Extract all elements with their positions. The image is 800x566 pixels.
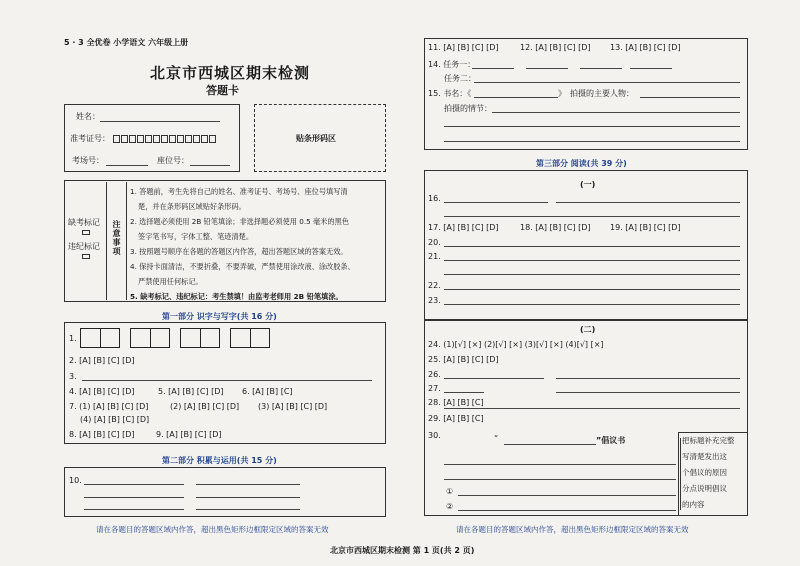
part3-section1-box <box>424 170 748 320</box>
q1-char-box[interactable] <box>180 328 220 348</box>
q16-line[interactable] <box>444 216 740 217</box>
q24-options[interactable]: 24. (1)[√] [×] (2)[√] [×] (3)[√] [×] (4)[√] [×] <box>428 340 604 349</box>
q8-options[interactable]: 8. [A] [B] [C] [D] <box>69 430 135 439</box>
q10-line[interactable] <box>196 509 300 510</box>
name-label: 姓名： <box>76 112 100 121</box>
absent-mark-label: 缺考标记 <box>68 218 100 227</box>
q14-task2-label: 任务二： <box>444 74 476 83</box>
q27-line[interactable] <box>444 392 484 393</box>
q2-options[interactable]: 2. [A] [B] [C] [D] <box>69 356 135 365</box>
q16-label: 16. <box>428 194 441 203</box>
q10-line[interactable] <box>84 484 184 485</box>
notes-heading: 注意事项 <box>112 220 121 256</box>
part2-title: 第二部分 积累与运用(共 15 分) <box>162 456 277 465</box>
q30-point1-marker: ① <box>446 487 454 496</box>
q5-options[interactable]: 5. [A] [B] [C] [D] <box>158 387 224 396</box>
q18-options[interactable]: 18. [A] [B] [C] [D] <box>520 223 591 232</box>
q14-task1-label: 14. 任务一： <box>428 60 476 69</box>
q15-book-line[interactable] <box>474 97 558 98</box>
q30-line[interactable] <box>458 495 676 496</box>
q30-hint: 把标题补充完整 写清楚发出这 个倡议的原因 分点说明倡议 的内容 <box>682 436 735 509</box>
q26-line[interactable] <box>556 378 740 379</box>
room-field[interactable] <box>106 165 148 166</box>
q23-label: 23. <box>428 296 441 305</box>
q1-char-box[interactable] <box>230 328 270 348</box>
notes-divider <box>106 182 107 300</box>
notes-list: 1. 答题前，考生先将自己的姓名、准考证号、考场号、座位号填写清 楚，并在条形码区域贴好条形码。 2. 选择题必须使用 2B 铅笔填涂；非选择题必须使用 0.5 毫米的黑色 签字笔书写，字体工整、笔迹清楚。 3. 按照题号顺序在各题的答题区内作答，超出答题区域的答案无效。 4. 保持卡面清洁，不要折叠，不要弄破，严禁使用涂改液、涂改胶条、 严禁使用任何标记。 5. 缺考标记、违纪标记：考生禁填！由监考老师用 2B 铅笔填涂。 <box>130 187 355 301</box>
q21-line[interactable] <box>444 274 740 275</box>
page-footer: 北京市西城区期末检测 第 1 页(共 2 页) <box>330 546 475 555</box>
q11-options[interactable]: 11. [A] [B] [C] [D] <box>428 43 499 52</box>
exam-number-label: 准考证号： <box>70 134 110 143</box>
q30-title-blank[interactable] <box>504 444 596 445</box>
q26-label: 26. <box>428 370 441 379</box>
page-title: 北京市西城区期末检测 <box>150 64 311 82</box>
q12-options[interactable]: 12. [A] [B] [C] [D] <box>520 43 591 52</box>
seat-label: 座位号： <box>157 156 189 165</box>
q15-book-close: 》 <box>558 89 566 98</box>
q14-task1-line[interactable] <box>630 68 672 69</box>
q14-task1-line[interactable] <box>580 68 622 69</box>
q3-answer-line[interactable] <box>82 380 372 381</box>
q30-line[interactable] <box>458 510 676 511</box>
q10-line[interactable] <box>196 484 300 485</box>
page-subtitle: 答题卡 <box>206 84 239 97</box>
part3-sub1: (一) <box>580 180 596 189</box>
q10-line[interactable] <box>196 497 300 498</box>
q25-options[interactable]: 25. [A] [B] [C] [D] <box>428 355 499 364</box>
q30-point2-marker: ② <box>446 502 454 511</box>
q27-line[interactable] <box>556 392 740 393</box>
q15-plot-label: 拍摄的情节： <box>444 104 492 113</box>
part3-sub2: (二) <box>580 325 596 334</box>
q14-task1-line[interactable] <box>526 68 568 69</box>
q13-options[interactable]: 13. [A] [B] [C] [D] <box>610 43 681 52</box>
brand-header: 5 · 3 全优卷 小学语文 六年级上册 <box>64 38 189 47</box>
absent-mark-box[interactable] <box>82 230 90 235</box>
q19-options[interactable]: 19. [A] [B] [C] [D] <box>610 223 681 232</box>
q10-line[interactable] <box>84 509 184 510</box>
q4-options[interactable]: 4. [A] [B] [C] [D] <box>69 387 135 396</box>
q15-plot-line[interactable] <box>492 112 740 113</box>
q20-line[interactable] <box>444 246 740 247</box>
notes-divider-2 <box>126 182 127 300</box>
q28-options[interactable]: 28. [A] [B] [C] <box>428 398 484 407</box>
q30-hint-bracket <box>680 438 685 510</box>
part3-title: 第三部分 阅读(共 39 分) <box>536 159 627 168</box>
q10-label: 10. <box>69 476 82 485</box>
q14-task2-line[interactable] <box>474 82 740 83</box>
q27-label: 27. <box>428 384 441 393</box>
q30-quote-open: “ <box>494 434 499 443</box>
name-field[interactable] <box>100 121 220 122</box>
q15-plot-line[interactable] <box>444 141 740 142</box>
q20-label: 20. <box>428 238 441 247</box>
q3-label: 3. <box>69 372 77 381</box>
q7-4-options[interactable]: (4) [A] [B] [C] [D] <box>80 415 150 424</box>
violation-mark-box[interactable] <box>82 254 90 259</box>
q17-options[interactable]: 17. [A] [B] [C] [D] <box>428 223 499 232</box>
q30-label: 30. <box>428 431 441 440</box>
q29-options[interactable]: 29. [A] [B] [C] <box>428 414 484 423</box>
q7-1-options[interactable]: 7. (1) [A] [B] [C] [D] <box>69 402 149 411</box>
q6-options[interactable]: 6. [A] [B] [C] <box>242 387 293 396</box>
q21-label: 21. <box>428 252 441 261</box>
q9-options[interactable]: 9. [A] [B] [C] [D] <box>156 430 222 439</box>
barcode-label: 贴条形码区 <box>296 134 336 143</box>
q15-characters-line[interactable] <box>640 97 740 98</box>
seat-field[interactable] <box>190 165 230 166</box>
room-label: 考场号： <box>72 156 104 165</box>
q22-label: 22. <box>428 281 441 290</box>
q23-line[interactable] <box>444 304 740 305</box>
q7-2-options[interactable]: (2) [A] [B] [C] [D] <box>170 402 240 411</box>
q16-line[interactable] <box>556 202 740 203</box>
q7-3-options[interactable]: (3) [A] [B] [C] [D] <box>258 402 328 411</box>
q21-line[interactable] <box>444 260 740 261</box>
q28-line[interactable] <box>444 408 740 409</box>
q30-line[interactable] <box>444 479 676 480</box>
q30-line[interactable] <box>444 464 676 465</box>
q1-char-box[interactable] <box>130 328 170 348</box>
q26-line[interactable] <box>444 378 544 379</box>
q15-characters-label: 拍摄的主要人物： <box>570 89 634 98</box>
left-footer-warning: 请在各题目的答题区域内作答，超出黑色矩形边框限定区域的答案无效 <box>96 525 329 534</box>
exam-number-boxes[interactable] <box>113 135 216 143</box>
q15-book-label: 15. 书名：《 <box>428 89 472 98</box>
violation-mark-label: 违纪标记 <box>68 242 100 251</box>
q15-plot-line[interactable] <box>444 126 740 127</box>
q14-task1-line[interactable] <box>472 68 514 69</box>
q16-line[interactable] <box>444 202 548 203</box>
q1-char-box[interactable] <box>80 328 120 348</box>
q10-line[interactable] <box>84 497 184 498</box>
q1-label: 1. <box>69 334 77 343</box>
q30-title-suffix: ”倡议书 <box>596 436 626 445</box>
part1-title: 第一部分 识字与写字(共 16 分) <box>162 312 277 321</box>
q22-line[interactable] <box>444 289 740 290</box>
right-footer-warning: 请在各题目的答题区域内作答，超出黑色矩形边框限定区域的答案无效 <box>456 525 689 534</box>
